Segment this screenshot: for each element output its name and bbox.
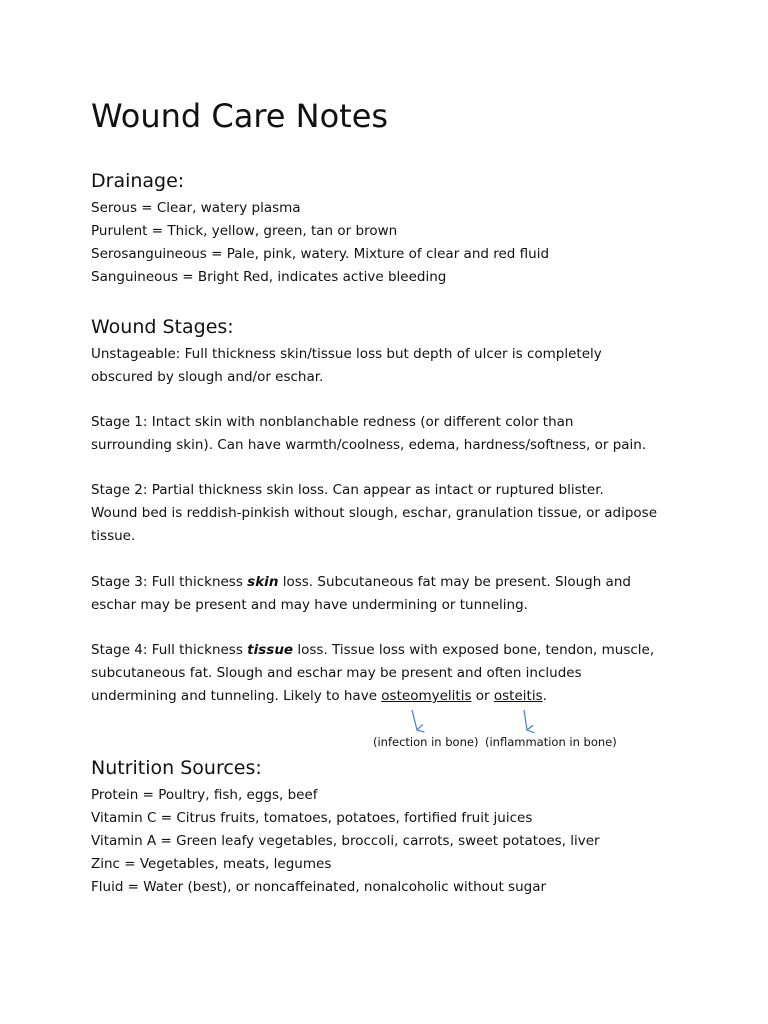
stage1-line-1: Stage 1: Intact skin with nonblanchable redness (or different color than bbox=[91, 414, 574, 430]
stage3-text-post: loss. Subcutaneous fat may be present. Slough and bbox=[278, 574, 631, 590]
drainage-item-serosanguineous: Serosanguineous = Pale, pink, watery. Mixture of clear and red fluid bbox=[91, 246, 550, 262]
drainage-item-serous: Serous = Clear, watery plasma bbox=[91, 200, 301, 216]
stage2-line-3: tissue. bbox=[91, 528, 136, 544]
stage2-line-1: Stage 2: Partial thickness skin loss. Can appear as intact or ruptured blister. bbox=[91, 482, 604, 498]
arrow-to-infection bbox=[412, 710, 417, 730]
wound-stages-heading: Wound Stages: bbox=[91, 316, 234, 338]
nutrition-item-vitamin-a: Vitamin A = Green leafy vegetables, broccoli, carrots, sweet potatoes, liver bbox=[91, 833, 600, 849]
stage4-period: . bbox=[542, 688, 547, 704]
stage4-line3-pre: undermining and tunneling. Likely to have bbox=[91, 688, 382, 704]
arrow-to-inflammation bbox=[524, 710, 527, 730]
drainage-heading: Drainage: bbox=[91, 170, 185, 192]
unstageable-line-2: obscured by slough and/or eschar. bbox=[91, 369, 324, 385]
stage4-or: or bbox=[471, 688, 494, 704]
nutrition-heading: Nutrition Sources: bbox=[91, 757, 262, 779]
stage4-text-post: loss. Tissue loss with exposed bone, tendon, muscle, bbox=[293, 642, 655, 658]
annotation-infection: (infection in bone) bbox=[373, 735, 479, 749]
stage3-text-pre: Stage 3: Full thickness bbox=[91, 574, 248, 590]
stage3-emphasis: skin bbox=[247, 574, 279, 590]
nutrition-item-zinc: Zinc = Vegetables, meats, legumes bbox=[91, 856, 332, 872]
stage4-emphasis: tissue bbox=[247, 642, 294, 658]
page-title: Wound Care Notes bbox=[91, 97, 389, 135]
unstageable-line-1: Unstageable: Full thickness skin/tissue loss but depth of ulcer is completely bbox=[91, 346, 602, 362]
stage2-line-2: Wound bed is reddish-pinkish without slough, eschar, granulation tissue, or adipose bbox=[91, 505, 658, 521]
nutrition-item-fluid: Fluid = Water (best), or noncaffeinated, nonalcoholic without sugar bbox=[91, 879, 547, 895]
drainage-item-purulent: Purulent = Thick, yellow, green, tan or brown bbox=[91, 223, 398, 239]
stage4-text-pre: Stage 4: Full thickness bbox=[91, 642, 248, 658]
drainage-item-sanguineous: Sanguineous = Bright Red, indicates active bleeding bbox=[91, 269, 447, 285]
stage1-line-2: surrounding skin). Can have warmth/coolness, edema, hardness/softness, or pain. bbox=[91, 437, 647, 453]
stage3-line-2: eschar may be present and may have undermining or tunneling. bbox=[91, 597, 528, 613]
nutrition-item-vitamin-c: Vitamin C = Citrus fruits, tomatoes, potatoes, fortified fruit juices bbox=[91, 810, 533, 826]
term-osteitis: osteitis bbox=[493, 688, 543, 704]
term-osteomyelitis: osteomyelitis bbox=[381, 688, 472, 704]
annotation-inflammation: (inflammation in bone) bbox=[485, 735, 617, 749]
stage4-line-2: subcutaneous fat. Slough and eschar may be present and often includes bbox=[91, 665, 582, 681]
nutrition-item-protein: Protein = Poultry, fish, eggs, beef bbox=[91, 787, 318, 803]
